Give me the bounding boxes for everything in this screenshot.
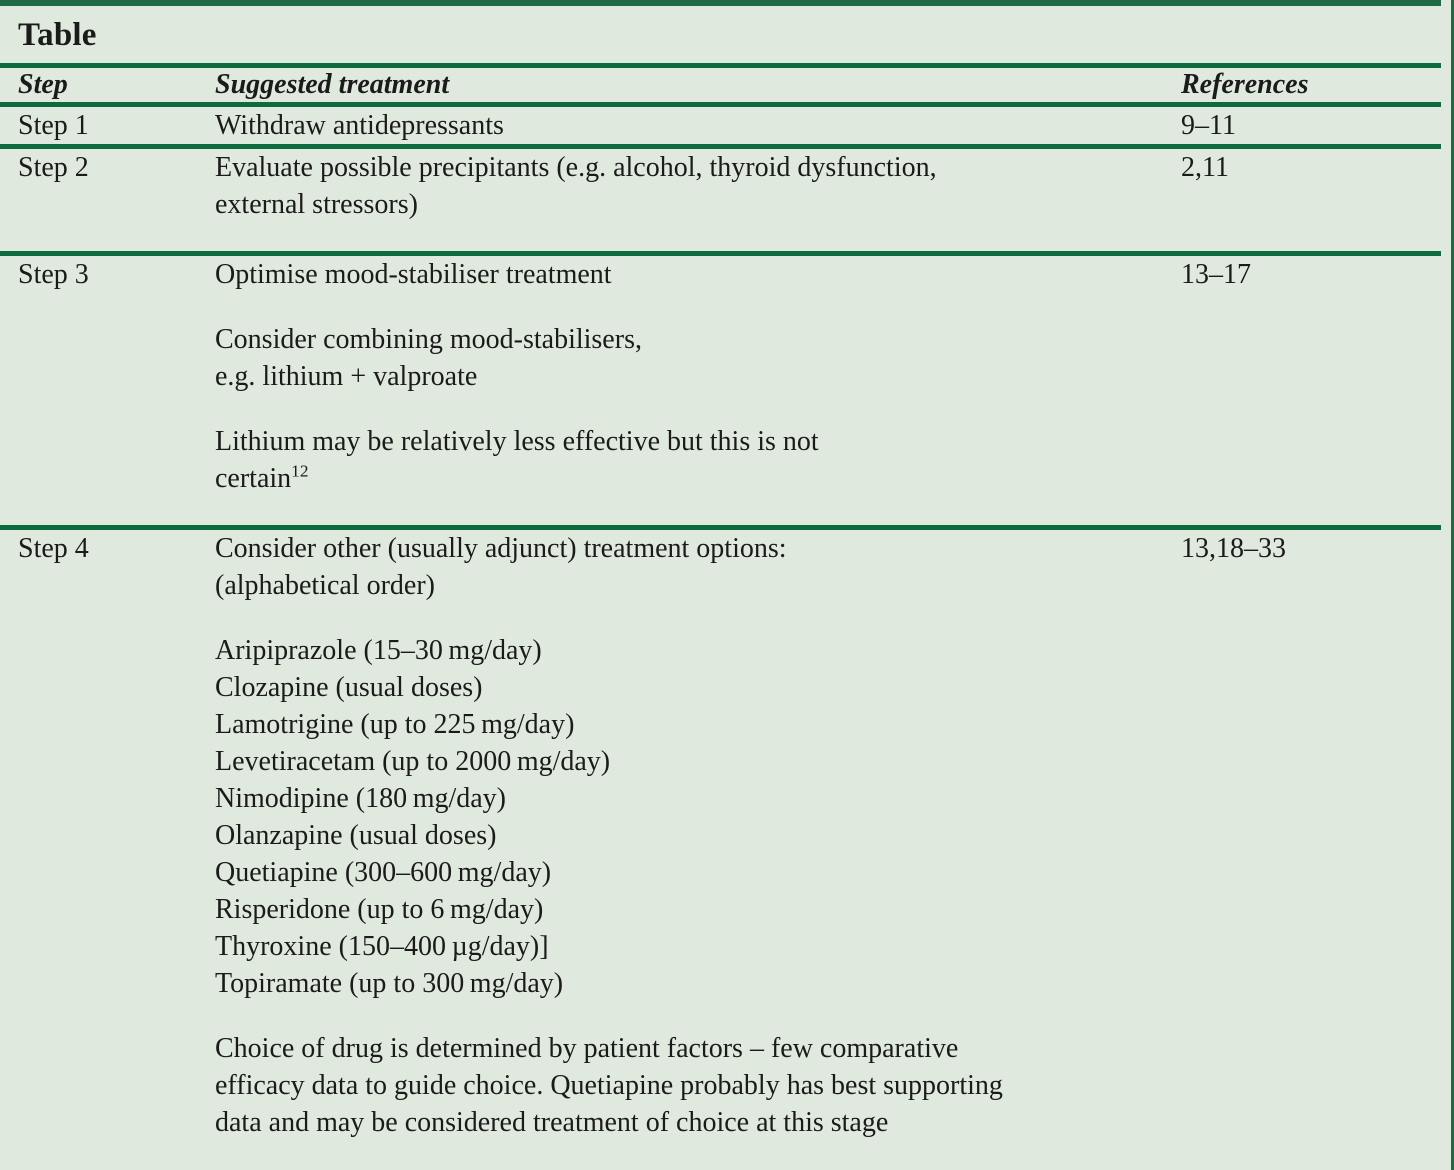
treatment-line: certain [215, 463, 292, 494]
table-row [0, 530, 1441, 1141]
treatment-line: Consider other (usually adjunct) treatment options: [215, 533, 787, 564]
table-body-step-4 [0, 530, 1441, 1141]
treatment-paragraph [215, 107, 1178, 144]
table-body-step-2 [0, 149, 1441, 251]
table-row [0, 256, 1441, 525]
reference-superscript: 12 [291, 461, 309, 481]
column-header-references: References [1181, 69, 1309, 100]
cell-treatment [198, 107, 1178, 144]
treatment-paragraph [215, 1030, 1178, 1141]
list-item: Olanzapine (usual doses) [215, 820, 497, 851]
treatment-table [0, 68, 1441, 102]
list-item: Risperidone (up to 6 mg/day) [215, 894, 544, 925]
treatment-line: Lithium may be relatively less effective but this is not [215, 426, 819, 457]
list-item: Levetiracetam (up to 2000 mg/day) [215, 746, 611, 777]
cell-step: Step 1 [18, 110, 89, 141]
cell-step: Step 2 [18, 152, 89, 183]
cell-references: 13,18–33 [1181, 533, 1286, 564]
treatment-line: Evaluate possible precipitants (e.g. alcohol, thyroid dysfunction, [215, 152, 937, 183]
treatment-line: efficacy data to guide choice. Quetiapine probably has best supporting [215, 1070, 1003, 1101]
treatment-line-with-reference [215, 460, 1178, 497]
cell-treatment [198, 256, 1178, 525]
table-header-row [0, 68, 1441, 102]
list-item: Aripiprazole (15–30 mg/day) [215, 635, 542, 666]
table-body-step-3 [0, 256, 1441, 525]
list-item: Lamotrigine (up to 225 mg/day) [215, 709, 575, 740]
column-header-suggested-treatment: Suggested treatment [215, 69, 450, 100]
treatment-line: external stressors) [215, 189, 418, 220]
treatment-line: (alphabetical order) [215, 570, 435, 601]
list-item: Topiramate (up to 300 mg/day) [215, 968, 564, 999]
list-item: Quetiapine (300–600 mg/day) [215, 857, 552, 888]
list-item: Thyroxine (150–400 µg/day)] [215, 931, 549, 962]
treatment-line: Optimise mood-stabiliser treatment [215, 259, 612, 290]
cell-references: 2,11 [1181, 152, 1229, 183]
drug-option-list [215, 632, 1178, 1002]
column-header-step: Step [18, 69, 68, 100]
treatment-line: Withdraw antidepressants [215, 110, 504, 141]
table-row [0, 149, 1441, 251]
table-title-band [0, 6, 1441, 63]
treatment-line: data and may be considered treatment of choice at this stage [215, 1107, 889, 1138]
treatment-line: Consider combining mood-stabilisers, [215, 324, 642, 355]
cell-references: 13–17 [1181, 259, 1251, 290]
list-item: Clozapine (usual doses) [215, 672, 483, 703]
cell-treatment [198, 530, 1178, 1141]
table-body-step-1 [0, 107, 1441, 144]
page-title: Table [18, 17, 97, 53]
treatment-line: e.g. lithium + valproate [215, 361, 478, 392]
treatment-line: Choice of drug is determined by patient factors – few comparative [215, 1033, 959, 1064]
cell-step: Step 3 [18, 259, 89, 290]
table-row [0, 107, 1441, 144]
cell-step: Step 4 [18, 533, 89, 564]
cell-treatment [198, 149, 1178, 251]
cell-references: 9–11 [1181, 110, 1236, 141]
list-item: Nimodipine (180 mg/day) [215, 783, 507, 814]
